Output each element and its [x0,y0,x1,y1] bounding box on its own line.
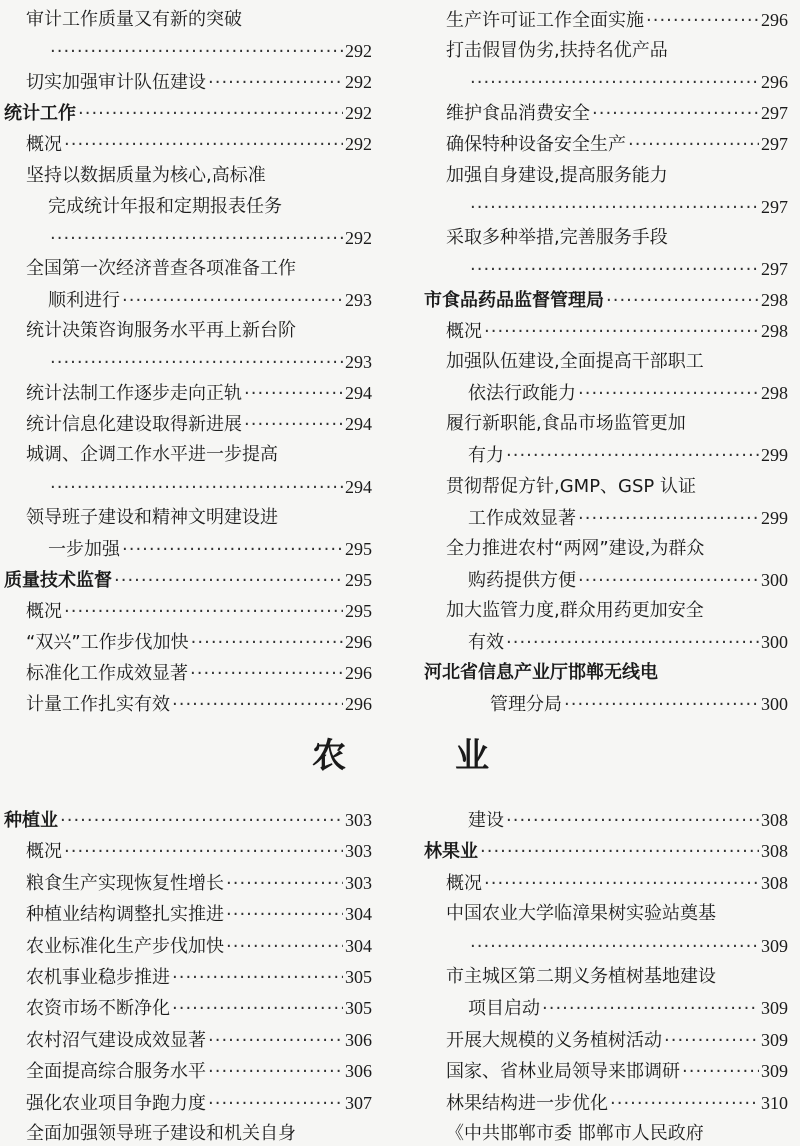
toc-entry-title: 工作成效显著 [468,507,576,529]
toc-entry-title: 农村沼气建设成效显著 [26,1029,206,1051]
toc-page-number: 296 [345,663,372,684]
toc-page-number: 292 [345,41,372,62]
toc-leader-dots [50,40,343,64]
toc-entry-title: “双兴”工作步伐加快 [26,632,189,653]
toc-entry [48,537,372,562]
toc-page-number: 303 [345,810,372,830]
toc-page-number: 296 [761,72,788,93]
toc-entry-title: 全力推进农村“两网”建设,为群众 [446,537,705,559]
toc-entry [468,195,788,220]
toc-page-number: 297 [761,258,788,279]
toc-leader-dots [506,631,759,655]
toc-page-number: 295 [345,538,372,559]
toc-page-number: 297 [761,196,788,217]
toc-entry-title: 统计法制工作逐步走向正轨 [26,383,242,405]
toc-entry-title: 确保特种设备安全生产 [446,134,626,156]
toc-page-number: 300 [761,632,788,652]
toc-page-number: 293 [345,352,372,373]
toc-leader-dots [190,662,343,686]
toc-entry [26,412,372,437]
toc-entry-title: 项目启动 [468,998,540,1020]
toc-entry-title: 建设 [468,810,504,831]
toc-entry-title: 全国第一次经济普查各项准备工作 [26,257,296,279]
toc-entry-title: 开展大规模的义务植树活动 [446,1029,662,1051]
toc-entry [26,381,372,406]
toc-leader-dots [208,1029,343,1053]
toc-leader-dots [208,71,343,95]
toc-leader-dots [244,382,343,406]
toc-heading [424,661,788,685]
toc-leader-dots [226,903,343,927]
toc-leader-dots [664,1029,759,1053]
toc-page-number: 309 [761,998,788,1019]
toc-entry-title: 概况 [26,600,62,622]
toc-leader-dots [191,631,343,655]
toc-leader-dots [226,935,343,959]
toc-entry [48,195,372,219]
toc-page-number: 309 [761,935,788,956]
toc-page-number: 292 [345,103,372,124]
toc-entry-title: 质量技术监督 [4,569,112,591]
toc-leader-dots [578,507,759,531]
toc-leader-dots [592,102,759,126]
toc-entry-title: 概况 [26,841,62,863]
toc-leader-dots [470,196,759,220]
toc-leader-dots [244,413,343,437]
toc-entry [446,350,788,374]
toc-leader-dots [470,258,759,282]
toc-entry [468,568,788,593]
toc-entry-title: 采取多种举措,完善服务手段 [446,226,668,248]
toc-page-number: 305 [345,998,372,1019]
toc-heading [4,568,372,593]
toc-entry-title: 履行新职能,食品市场监管更加 [446,413,686,435]
toc-entry-title: 顺利进行 [48,289,120,311]
toc-entry-title: 林果结构进一步优化 [446,1092,608,1114]
toc-entry-title: 管理分局 [490,694,562,716]
toc-page-number: 308 [761,872,788,893]
toc-entry [48,226,372,251]
toc-leader-dots [628,133,759,157]
toc-entry [446,475,788,499]
toc-entry-title: 购药提供方便 [468,569,576,591]
toc-leader-dots [484,872,759,896]
toc-entry [26,599,372,624]
toc-leader-dots [122,538,343,562]
toc-entry [26,839,372,864]
toc-entry-title: 生产许可证工作全面实施 [446,10,644,31]
toc-page-number: 306 [345,1061,372,1082]
toc-entry [468,506,788,531]
toc-entry-title: 审计工作质量又有新的突破 [26,9,242,30]
toc-entry [48,39,372,64]
toc-entry [468,996,788,1021]
toc-entry [26,1122,372,1146]
toc-entry [26,934,372,959]
toc-entry-title: 维护食品消费安全 [446,103,590,125]
toc-entry-title: 种植业结构调整扎实推进 [26,904,224,926]
toc-page-number: 296 [345,694,372,715]
toc-leader-dots [646,9,759,33]
toc-entry-title: 农业标准化生产步伐加快 [26,935,224,957]
toc-entry [26,965,372,990]
toc-entry-title: 概况 [446,321,482,342]
toc-entry [26,692,372,717]
toc-leader-dots [172,966,343,990]
toc-page-number: 294 [345,414,372,435]
toc-leader-dots [50,227,343,251]
toc-page-number: 299 [761,507,788,528]
toc-entry-title: 计量工作扎实有效 [26,694,170,716]
toc-entry [446,8,788,33]
toc-entry-title: 农机事业稳步推进 [26,967,170,988]
toc-leader-dots [122,289,343,313]
toc-leader-dots [606,289,759,313]
toc-page-number: 298 [761,383,788,404]
toc-entry-title: 概况 [446,872,482,894]
toc-entry [26,8,372,32]
toc-leader-dots [114,569,343,593]
toc-entry-title: 林果业 [424,841,478,863]
toc-entry-title: 市主城区第二期义务植树基地建设 [446,966,716,987]
toc-page-number: 293 [345,289,372,310]
toc-entry [446,537,788,561]
toc-entry-title: 种植业 [4,810,58,831]
toc-entry [446,226,788,250]
toc-page-number: 292 [345,134,372,155]
toc-page-number: 292 [345,72,372,93]
toc-leader-dots [484,320,759,344]
toc-leader-dots [682,1060,759,1084]
toc-entry [446,871,788,896]
toc-entry [26,1091,372,1116]
toc-leader-dots [78,102,343,126]
toc-page-number: 306 [345,1029,372,1050]
toc-page-number: 295 [345,600,372,621]
toc-leader-dots [64,133,343,157]
toc-entry-title: 完成统计年报和定期报表任务 [48,195,282,217]
toc-entry-title: 《中共邯郸市委 邯郸市人民政府 [446,1123,704,1144]
toc-leader-dots [506,444,759,468]
toc-entry-title: 有效 [468,632,504,653]
toc-page-number: 303 [345,872,372,893]
toc-entry [26,996,372,1021]
toc-leader-dots [610,1092,759,1116]
toc-entry-title: 河北省信息产业厅邯郸无线电 [424,662,658,684]
toc-entry [48,350,372,375]
toc-leader-dots [172,693,343,717]
toc-leader-dots [226,872,343,896]
toc-entry [26,443,372,467]
toc-page-number: 309 [761,1061,788,1082]
toc-page-number: 304 [345,935,372,956]
toc-leader-dots [208,1092,343,1116]
toc-page-number: 294 [345,383,372,404]
toc-entry [26,871,372,896]
toc-entry [26,630,372,655]
toc-leader-dots [60,809,343,833]
toc-entry [446,902,788,926]
toc-entry-title: 概况 [26,134,62,156]
toc-leader-dots [564,693,759,717]
toc-page-number: 297 [761,103,788,124]
toc-heading [4,101,372,126]
toc-entry-title: 统计工作 [4,103,76,125]
toc-entry-title: 城调、企调工作水平进一步提高 [26,444,278,466]
toc-entry [446,1028,788,1053]
toc-page-number: 309 [761,1029,788,1050]
toc-page-number: 307 [345,1092,372,1113]
toc-entry [26,902,372,927]
toc-entry [26,319,372,343]
toc-leader-dots [542,997,759,1021]
toc-entry [26,132,372,157]
toc-entry [26,164,372,188]
toc-page-number: 295 [345,569,372,590]
toc-leader-dots [50,476,343,500]
toc-leader-dots [480,840,759,864]
toc-entry-title: 加强自身建设,提高服务能力 [446,164,668,186]
section-title-char-2: 业 [455,736,489,776]
toc-entry-title: 贯彻帮促方针,GMP、GSP 认证 [446,475,697,497]
toc-entry [446,101,788,126]
toc-page-number: 296 [761,10,788,30]
toc-entry [26,1059,372,1084]
toc-entry [468,70,788,95]
toc-entry [446,1091,788,1116]
toc-heading [4,808,372,833]
toc-entry [446,1122,788,1146]
toc-entry [468,630,788,655]
toc-leader-dots [470,935,759,959]
toc-entry-title: 强化农业项目争跑力度 [26,1092,206,1114]
toc-page-number: 308 [761,841,788,862]
toc-entry-title: 打击假冒伪劣,扶持名优产品 [446,40,668,62]
toc-heading [424,839,788,864]
section-title-char-1: 农 [312,736,346,776]
section-title [0,728,800,776]
toc-page-number: 300 [761,569,788,590]
toc-entry-title: 标准化工作成效显著 [26,663,188,685]
toc-entry-title: 粮食生产实现恢复性增长 [26,872,224,894]
toc-entry [26,1028,372,1053]
toc-entry [446,599,788,623]
toc-page-number: 298 [761,289,788,310]
toc-page-number: 297 [761,134,788,155]
toc-page-number: 310 [761,1092,788,1113]
toc-entry [26,257,372,281]
toc-page-number: 298 [761,321,788,341]
toc-page-number: 294 [345,476,372,497]
toc-entry [446,1059,788,1084]
toc-page-number: 304 [345,904,372,925]
toc-entry-title: 加大监管力度,群众用药更加安全 [446,599,704,621]
toc-leader-dots [578,382,759,406]
toc-entry-title: 国家、省林业局领导来邯调研 [446,1061,680,1083]
toc-entry-title: 全面提高综合服务水平 [26,1061,206,1083]
toc-leader-dots [470,71,759,95]
toc-entry [446,319,788,344]
toc-entry-title: 有力 [468,445,504,467]
toc-leader-dots [208,1060,343,1084]
toc-leader-dots [578,569,759,593]
toc-entry-title: 全面加强领导班子建设和机关自身 [26,1123,296,1144]
toc-leader-dots [50,351,343,375]
toc-entry [26,506,372,530]
toc-entry [468,443,788,468]
toc-entry-title: 坚持以数据质量为核心,高标准 [26,164,266,186]
toc-page-number: 305 [345,967,372,987]
toc-page-number: 292 [345,227,372,248]
toc-entry-title: 依法行政能力 [468,383,576,405]
toc-page-number: 303 [345,841,372,862]
toc-entry [48,288,372,313]
toc-entry-title: 农资市场不断净化 [26,998,170,1020]
toc-entry [468,257,788,282]
toc-entry [446,965,788,989]
toc-entry-title: 统计信息化建设取得新进展 [26,414,242,436]
toc-entry-title: 领导班子建设和精神文明建设进 [26,506,278,528]
toc-entry [446,412,788,436]
toc-entry-title: 市食品药品监督管理局 [424,289,604,311]
toc-entry-title: 一步加强 [48,538,120,560]
toc-leader-dots [172,997,343,1021]
toc-entry [490,692,788,717]
toc-entry [468,934,788,959]
toc-heading [424,288,788,313]
toc-entry [468,381,788,406]
toc-page-number: 300 [761,694,788,715]
toc-entry [446,164,788,188]
toc-entry-title: 加强队伍建设,全面提高干部职工 [446,351,704,373]
toc-leader-dots [506,809,759,833]
toc-entry [48,475,372,500]
toc-entry-title: 中国农业大学临漳果树实验站奠基 [446,903,716,925]
toc-page-number: 308 [761,810,788,830]
toc-page-number: 299 [761,445,788,466]
toc-entry [446,132,788,157]
toc-page-number: 296 [345,632,372,652]
toc-entry [446,39,788,63]
toc-entry [26,661,372,686]
toc-entry-title: 切实加强审计队伍建设 [26,72,206,94]
toc-leader-dots [64,840,343,864]
toc-entry [468,808,788,833]
toc-entry [26,70,372,95]
toc-entry-title: 统计决策咨询服务水平再上新台阶 [26,320,296,341]
toc-leader-dots [64,600,343,624]
